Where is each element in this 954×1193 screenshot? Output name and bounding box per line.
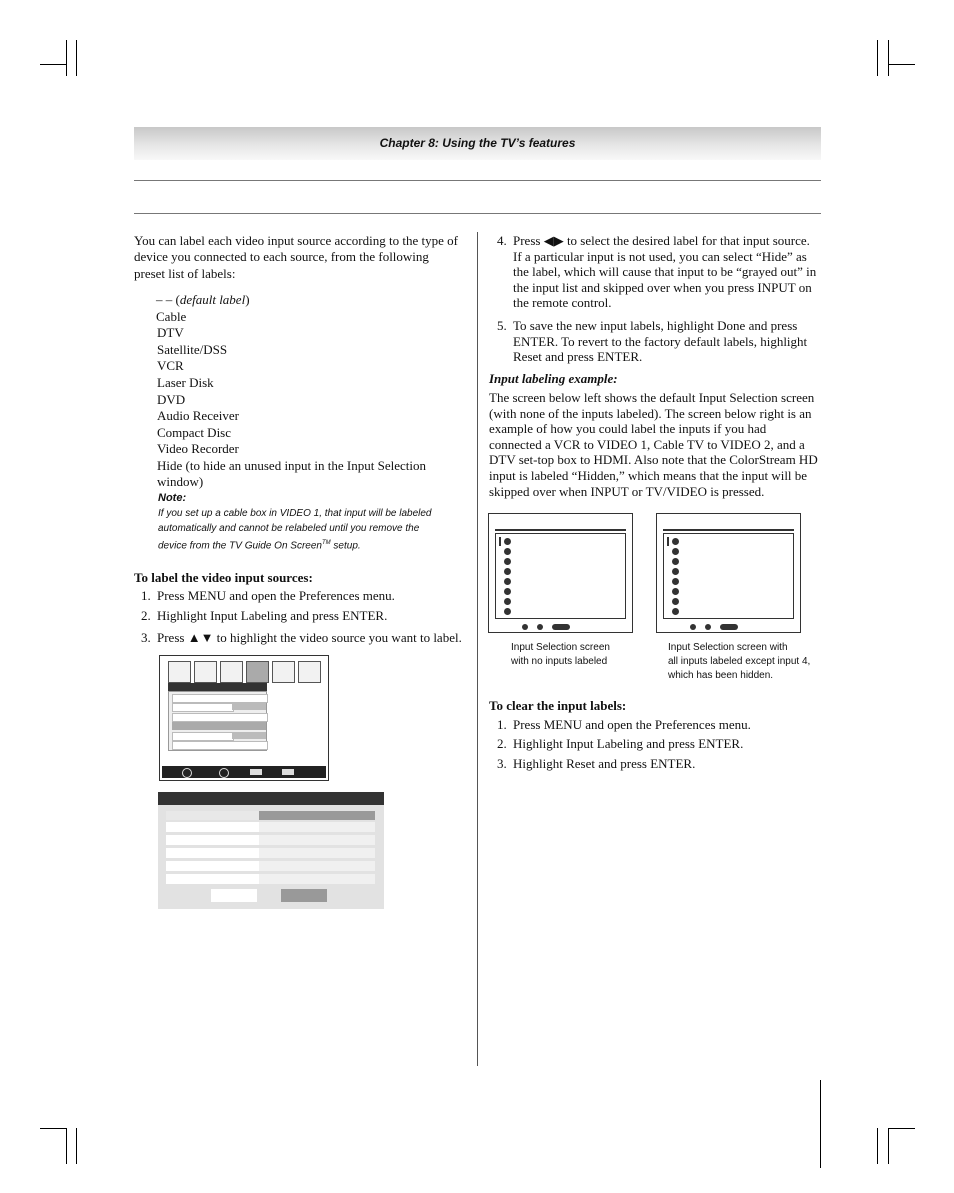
menu-nav-bar xyxy=(162,766,326,778)
screen-icon xyxy=(194,661,217,683)
input-labeling-screen xyxy=(158,792,384,909)
howto-heading: To label the video input sources: xyxy=(134,570,313,585)
crop-mark xyxy=(877,1128,878,1164)
section-rule-bottom xyxy=(134,213,821,214)
input-selection-screen-labeled xyxy=(656,513,801,633)
menu-list xyxy=(168,691,267,751)
input-item[interactable] xyxy=(672,568,679,575)
label-cell[interactable] xyxy=(259,874,375,884)
column-header-input xyxy=(166,811,259,820)
crop-mark xyxy=(888,1128,889,1164)
menu-item[interactable] xyxy=(172,694,268,703)
selection-cursor xyxy=(499,537,501,546)
input-item[interactable] xyxy=(504,558,511,565)
preferences-menu-screen xyxy=(159,655,329,781)
label-default: – – (default label) xyxy=(156,292,250,307)
crop-mark xyxy=(66,40,67,76)
label-item: window) xyxy=(157,473,204,489)
input-item[interactable] xyxy=(504,598,511,605)
preferences-icon xyxy=(246,661,269,683)
crop-mark xyxy=(889,1128,915,1129)
nav-dot xyxy=(522,624,528,630)
menu-item-value xyxy=(232,732,266,739)
clear-step-2: 2. Highlight Input Labeling and press ENTER. xyxy=(497,736,744,751)
step-2: 2. Highlight Input Labeling and press ENTER. xyxy=(141,608,388,623)
input-item[interactable] xyxy=(672,578,679,585)
example-heading: Input labeling example: xyxy=(489,371,618,386)
label-item: VCR xyxy=(157,358,184,374)
chapter-title: Chapter 8: Using the TV’s features xyxy=(379,136,576,150)
clear-step-1: 1. Press MENU and open the Preferences menu. xyxy=(497,717,751,732)
step-3: 3. Press ▲▼ to highlight the video source you want to label. xyxy=(141,630,462,645)
select-icon xyxy=(219,768,229,778)
input-list xyxy=(495,533,626,619)
label-item: Hide (to hide an unused input in the Input Selection xyxy=(157,457,426,473)
label-item: Cable xyxy=(156,308,187,324)
crop-mark xyxy=(888,40,889,76)
column-divider xyxy=(477,232,478,1066)
crop-mark xyxy=(889,64,915,65)
caption-default-screen: Input Selection screen with no inputs labeled xyxy=(511,642,610,667)
clear-step-3: 3. Highlight Reset and press ENTER. xyxy=(497,756,696,771)
crop-mark xyxy=(877,40,878,76)
lock-icon xyxy=(272,661,295,683)
label-cell[interactable] xyxy=(259,848,375,858)
clear-heading: To clear the input labels: xyxy=(489,698,627,713)
input-item[interactable] xyxy=(672,598,679,605)
input-item[interactable] xyxy=(504,548,511,555)
nav-dot xyxy=(537,624,543,630)
audio-icon xyxy=(220,661,243,683)
nav-dot xyxy=(705,624,711,630)
selection-cursor xyxy=(667,537,669,546)
label-item: Audio Receiver xyxy=(157,408,239,424)
crop-mark xyxy=(66,1128,67,1164)
label-item: DTV xyxy=(157,325,184,341)
input-labeling-title-bar xyxy=(158,792,384,805)
step-1: 1. Press MENU and open the Preferences menu. xyxy=(141,588,395,603)
example-paragraph: The screen below left shows the default Input Selection screen (with none of the inputs labeled). The screen below right is an example of how you could label the inputs if you had connected a VCR to VIDEO 1, Cable TV to VIDEO 2, and a DTV set-top box to HDMI. Also note that the ColorStream HD input is labeled “Hidden,” which means that the input will be skipped over when INPUT or TV/VIDEO is pressed. xyxy=(489,390,818,499)
label-item: Laser Disk xyxy=(157,374,214,390)
label-cell[interactable] xyxy=(259,861,375,871)
note-text: If you set up a cable box in VIDEO 1, that input will be labeled automatically and cannot be relabeled until you remove the device from the TV Guide On Screen™ setup. xyxy=(158,508,432,552)
menu-item[interactable] xyxy=(172,713,268,722)
input-item[interactable] xyxy=(672,548,679,555)
input-item[interactable] xyxy=(672,588,679,595)
menu-icon-bar xyxy=(166,660,323,682)
screen-title-bar xyxy=(663,529,794,531)
caption-labeled-screen: Input Selection screen with all inputs labeled except input 4, which has been hidden. xyxy=(668,642,811,681)
label-cell[interactable] xyxy=(259,835,375,845)
reset-button[interactable] xyxy=(281,889,327,902)
menu-item[interactable] xyxy=(172,741,268,750)
input-item[interactable] xyxy=(504,588,511,595)
label-item: DVD xyxy=(157,391,186,407)
input-item[interactable] xyxy=(672,608,679,615)
menu-item[interactable] xyxy=(172,703,234,712)
input-item[interactable] xyxy=(504,578,511,585)
setup-icon xyxy=(298,661,321,683)
input-row[interactable] xyxy=(166,835,259,845)
exit-button-icon xyxy=(282,769,294,775)
menu-title-bar xyxy=(168,683,267,691)
picture-icon xyxy=(168,661,191,683)
input-row[interactable] xyxy=(166,822,259,832)
input-item[interactable] xyxy=(672,538,679,545)
nav-pill xyxy=(552,624,570,630)
input-selection-screen-default xyxy=(488,513,633,633)
input-row[interactable] xyxy=(166,861,259,871)
input-item[interactable] xyxy=(504,608,511,615)
nav-dot xyxy=(690,624,696,630)
step-4: 4. Press ◀▶ to select the desired label for that input source. If a particular input is not used, you can select “Hide” as the label, which will cause that input to be “grayed out” in the input list and skipped over when you press INPUT on the remote control. xyxy=(497,233,817,311)
preset-label-list xyxy=(157,292,426,490)
screen-title-bar xyxy=(495,529,626,531)
input-list xyxy=(663,533,794,619)
navigate-icon xyxy=(182,768,192,778)
column-header-label xyxy=(259,811,375,820)
crop-mark xyxy=(76,1128,77,1164)
step-5: 5. To save the new input labels, highlight Done and press ENTER. To revert to the factory default labels, highlight Reset and press ENTER. xyxy=(497,318,808,365)
input-item[interactable] xyxy=(504,538,511,545)
done-button[interactable] xyxy=(211,889,257,902)
menu-item-highlighted[interactable] xyxy=(172,722,266,730)
back-button-icon xyxy=(250,769,262,775)
margin-rule xyxy=(820,1080,821,1168)
input-row[interactable] xyxy=(166,874,259,884)
crop-mark xyxy=(40,64,66,65)
section-rule-top xyxy=(134,180,821,181)
chapter-header xyxy=(134,127,821,160)
note-title: Note: xyxy=(158,492,187,504)
input-row[interactable] xyxy=(166,848,259,858)
crop-mark xyxy=(76,40,77,76)
menu-item-value xyxy=(232,703,266,710)
input-item[interactable] xyxy=(672,558,679,565)
label-item: Video Recorder xyxy=(157,441,239,457)
input-item[interactable] xyxy=(504,568,511,575)
label-item: Satellite/DSS xyxy=(157,341,228,357)
intro-paragraph: You can label each video input source according to the type of device you connected to each source, from the following preset list of labels: xyxy=(134,233,458,281)
crop-mark xyxy=(40,1128,66,1129)
nav-pill xyxy=(720,624,738,630)
label-item: Compact Disc xyxy=(157,424,232,440)
menu-item[interactable] xyxy=(172,732,234,741)
label-cell[interactable] xyxy=(259,822,375,832)
